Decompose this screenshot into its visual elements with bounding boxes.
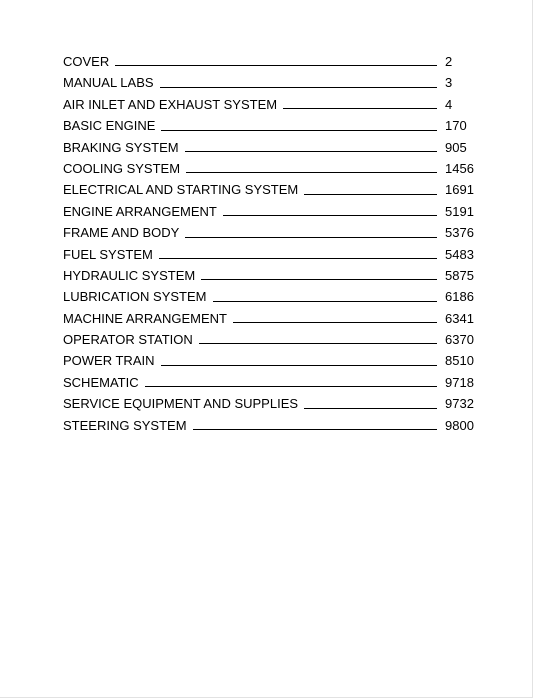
toc-entry-page: 1456 <box>445 160 474 176</box>
toc-entry-machine-arrangement[interactable] <box>63 308 483 329</box>
toc-leader-line <box>159 258 437 259</box>
toc-leader-line <box>161 130 437 131</box>
toc-entry-title: FUEL SYSTEM <box>63 246 153 262</box>
toc-leader-line <box>304 408 437 409</box>
toc-entry-cover[interactable] <box>63 51 483 72</box>
toc-entry-title: COOLING SYSTEM <box>63 160 181 176</box>
toc-entry-cooling-system[interactable] <box>63 158 483 179</box>
toc-entry-page: 6341 <box>445 310 474 326</box>
toc-entry-page: 9732 <box>445 396 474 412</box>
toc-entry-manual-labs[interactable] <box>63 72 483 93</box>
toc-entry-basic-engine[interactable] <box>63 115 483 136</box>
toc-entry-braking-system[interactable] <box>63 137 483 158</box>
toc-entry-page: 5483 <box>445 246 474 262</box>
toc-entry-title: AIR INLET AND EXHAUST SYSTEM <box>63 96 278 112</box>
toc-leader-line <box>233 322 437 323</box>
toc-entry-page: 905 <box>445 139 467 155</box>
toc-entry-title: STEERING SYSTEM <box>63 417 187 433</box>
toc-entry-title: MACHINE ARRANGEMENT <box>63 310 227 326</box>
toc-leader-line <box>185 151 437 152</box>
toc-entry-title: POWER TRAIN <box>63 353 155 369</box>
toc-entry-frame-body[interactable] <box>63 222 483 243</box>
toc-entry-title: ENGINE ARRANGEMENT <box>63 203 217 219</box>
toc-entry-operator-station[interactable] <box>63 329 483 350</box>
toc-entry-page: 3 <box>445 75 453 91</box>
toc-leader-line <box>185 237 437 238</box>
toc-leader-line <box>193 429 437 430</box>
toc-entry-page: 5875 <box>445 267 474 283</box>
toc-entry-page: 4 <box>445 96 453 112</box>
toc-entry-title: BASIC ENGINE <box>63 118 156 134</box>
toc-entry-schematic[interactable] <box>63 372 483 393</box>
toc-entry-fuel-system[interactable] <box>63 244 483 265</box>
toc-entry-service-equipment[interactable] <box>63 393 483 414</box>
toc-entry-title: SCHEMATIC <box>63 374 139 390</box>
toc-leader-line <box>160 87 437 88</box>
toc-entry-power-train[interactable] <box>63 350 483 371</box>
toc-entry-title: COVER <box>63 53 110 69</box>
toc-leader-line <box>213 301 437 302</box>
toc-entry-title: BRAKING SYSTEM <box>63 139 179 155</box>
toc-entry-page: 5376 <box>445 225 474 241</box>
toc-entry-page: 170 <box>445 118 467 134</box>
toc-entry-electrical-starting[interactable] <box>63 179 483 200</box>
toc-entry-title: MANUAL LABS <box>63 75 154 91</box>
toc-leader-line <box>145 386 437 387</box>
toc-leader-line <box>199 343 437 344</box>
toc-entry-page: 5191 <box>445 203 474 219</box>
toc-entry-lubrication-system[interactable] <box>63 286 483 307</box>
toc-entry-page: 6370 <box>445 332 474 348</box>
toc-leader-line <box>201 279 437 280</box>
toc-entry-page: 9718 <box>445 374 474 390</box>
table-of-contents <box>63 51 483 436</box>
toc-entry-engine-arrangement[interactable] <box>63 201 483 222</box>
toc-entry-title: SERVICE EQUIPMENT AND SUPPLIES <box>63 396 299 412</box>
toc-entry-title: FRAME AND BODY <box>63 225 180 241</box>
toc-entry-title: HYDRAULIC SYSTEM <box>63 267 196 283</box>
toc-entry-title: ELECTRICAL AND STARTING SYSTEM <box>63 182 299 198</box>
toc-leader-line <box>115 65 437 66</box>
toc-entry-page: 9800 <box>445 417 474 433</box>
toc-leader-line <box>186 172 437 173</box>
toc-leader-line <box>223 215 437 216</box>
toc-leader-line <box>283 108 437 109</box>
toc-leader-line <box>161 365 438 366</box>
toc-entry-page: 6186 <box>445 289 474 305</box>
toc-entry-title: LUBRICATION SYSTEM <box>63 289 207 305</box>
toc-entry-steering-system[interactable] <box>63 415 483 436</box>
toc-entry-air-inlet-exhaust[interactable] <box>63 94 483 115</box>
toc-entry-title: OPERATOR STATION <box>63 332 193 348</box>
toc-leader-line <box>304 194 437 195</box>
toc-entry-page: 2 <box>445 53 453 69</box>
toc-entry-page: 1691 <box>445 182 474 198</box>
toc-entry-page: 8510 <box>445 353 474 369</box>
toc-entry-hydraulic-system[interactable] <box>63 265 483 286</box>
